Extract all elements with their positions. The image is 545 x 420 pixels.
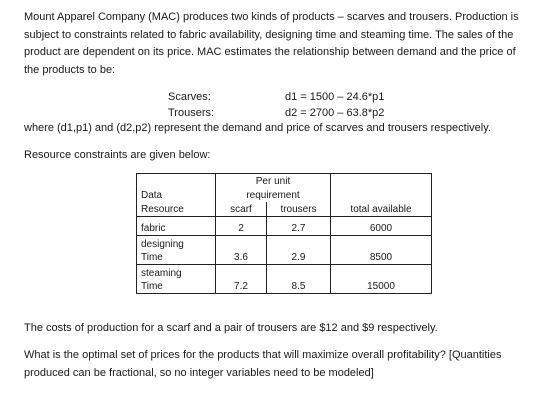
trousers-cell: 2.7 <box>267 217 331 236</box>
resource-name-line2: Time <box>141 252 163 263</box>
trousers-col-header: trousers <box>267 202 331 217</box>
resource-name-line1: steaming <box>141 268 182 279</box>
scarf-cell: 3.6 <box>216 236 267 265</box>
table-row <box>137 265 432 294</box>
table-header-row <box>137 188 432 202</box>
costs-paragraph: The costs of production for a scarf and a pair of trousers are $12 and $9 respectively. <box>24 322 438 334</box>
resource-name <box>137 236 216 265</box>
table-header-row <box>137 174 432 189</box>
total-available-col-header: total available <box>331 202 432 217</box>
resource-name-line2: Time <box>141 281 163 292</box>
question-paragraph: What is the optimal set of prices for the products that will maximize overall profitability? [Quantities produced can be fractional, so no integer variables need to be modeled] <box>24 349 502 379</box>
trousers-cell: 2.9 <box>267 236 331 265</box>
intro-paragraph: Mount Apparel Company (MAC) produces two kinds of products – scarves and trousers. Production is subject to constraints related to fabric availability, designing time and steaming time. The sales of the product are dependent on its price. MAC estimates the relationship between demand and the price of the products to be: <box>24 11 519 76</box>
scarves-label: Scarves: <box>168 91 211 103</box>
table-row <box>137 236 432 265</box>
trousers-label: Trousers: <box>168 107 215 119</box>
trousers-cell: 8.5 <box>267 265 331 294</box>
resource-name-line1: designing <box>141 239 184 250</box>
trousers-demand-equation: d2 = 2700 – 63.8*p2 <box>285 107 385 119</box>
scarf-cell: 2 <box>216 217 267 236</box>
total-cell: 8500 <box>331 236 432 265</box>
scarf-col-header: scarf <box>216 202 267 217</box>
requirement-header: requirement <box>216 188 331 202</box>
resource-col-header: Resource <box>137 202 216 217</box>
table-row <box>137 217 432 236</box>
where-paragraph: where (d1,p1) and (d2,p2) represent the demand and price of scarves and trousers respectively. <box>24 122 491 134</box>
per-unit-header: Per unit <box>216 174 331 189</box>
total-cell: 15000 <box>331 265 432 294</box>
resource-intro: Resource constraints are given below: <box>24 149 211 161</box>
scarves-demand-equation: d1 = 1500 – 24.6*p1 <box>285 91 385 103</box>
table-header-row <box>137 202 432 217</box>
resource-table <box>136 173 432 294</box>
scarf-cell: 7.2 <box>216 265 267 294</box>
data-header: Data <box>137 188 216 202</box>
total-cell: 6000 <box>331 217 432 236</box>
resource-name <box>137 265 216 294</box>
resource-name: fabric <box>137 217 216 236</box>
